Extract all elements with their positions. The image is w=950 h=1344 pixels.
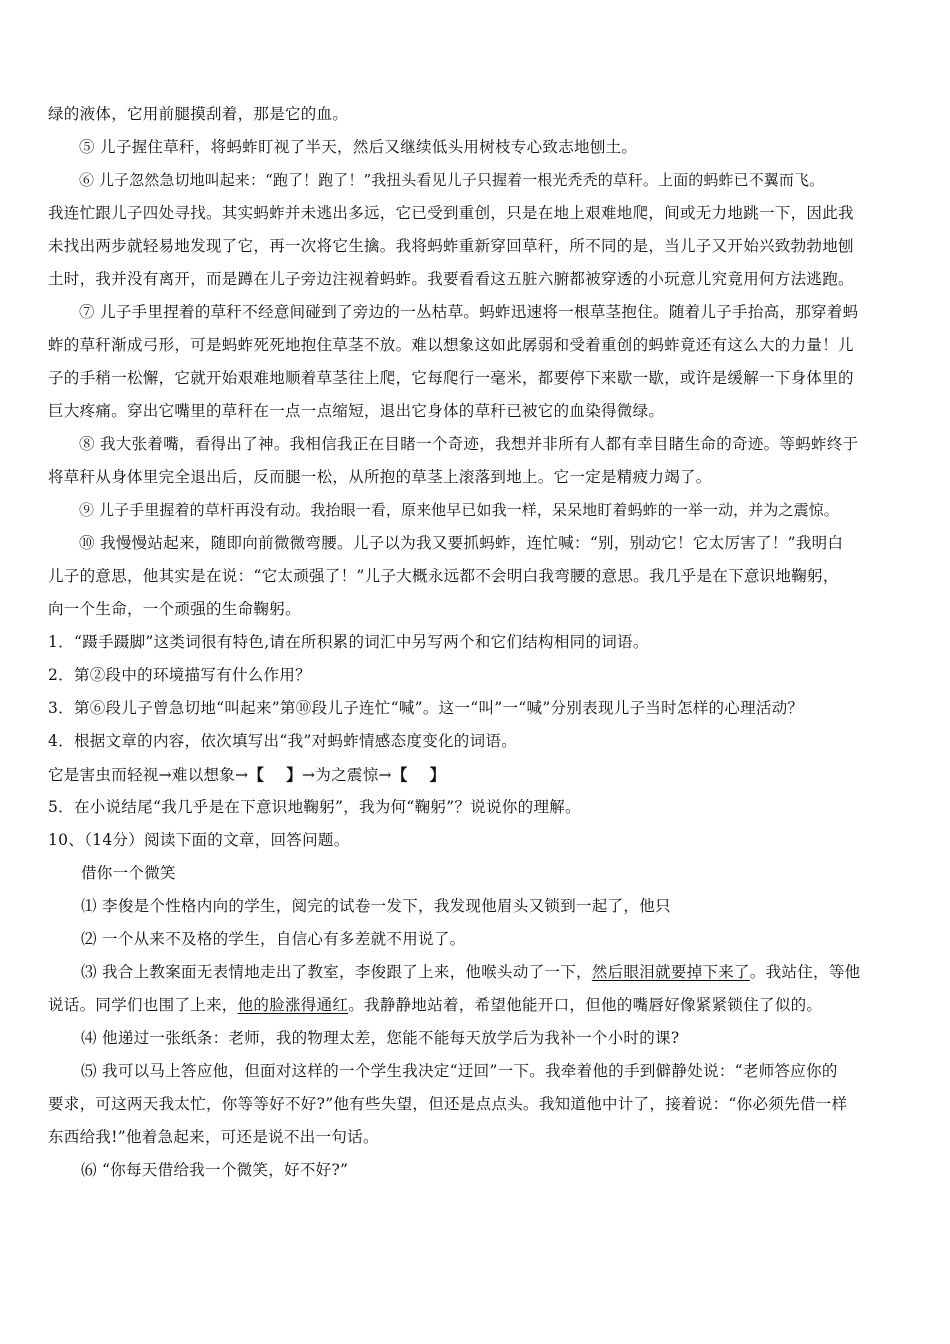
paragraph-6: ⑥ 儿子忽然急切地叫起来：“跑了！跑了！”我扭头看见儿子只握着一根光秃秃的草秆。上面的蚂蚱已不翼而飞。 [79,171,825,189]
article-paragraph-5: ⑸ 我可以马上答应他，但面对这样的一个学生我决定“迂回”一下。我牵着他的手到僻静处说：“老师答应你的 [81,1062,838,1080]
question-5: 5．在小说结尾“我几乎是在下意识地鞠躬”，我为何“鞠躬”？说说你的理解。 [48,798,581,816]
passage-line: 巨大疼痛。穿出它嘴里的草秆在一点一点缩短，退出它身体的草秆已被它的血染得微绿。 [48,402,665,420]
blank-close-bracket: 】 [429,765,446,784]
passage-line: 向一个生命，一个顽强的生命鞠躬。 [48,600,301,618]
passage-line: 绿的液体，它用前腿摸刮着，那是它的血。 [48,105,349,123]
article-paragraph-2: ⑵ 一个从来不及格的学生，自信心有多差就不用说了。 [81,930,466,948]
question-2: 2．第②段中的环境描写有什么作用？ [48,666,311,684]
article-paragraph-3 [48,956,908,989]
blank-close-bracket: 】 [286,765,303,784]
passage-line: 我连忙跟儿子四处寻找。其实蚂蚱并未逃出多远，它已受到重创，只是在地上艰难地爬，间或无力地跳一下，因此我 [48,204,854,222]
q4-stage-3: 为之震惊 [315,766,379,784]
passage-line: 蚱的草秆渐成弓形，可是蚂蚱死死地抱住草茎不放。难以想象这如此孱弱和受着重创的蚂蚱竟还有这么大的力量！儿 [48,336,854,354]
blank-open-bracket: 【 [248,765,265,784]
article-paragraph-4: ⑷ 他递过一张纸条：老师，我的物理太差，您能不能每天放学后为我补一个小时的课? [81,1029,680,1047]
passage-line: 土时，我并没有离开，而是蹲在儿子旁边注视着蚂蚱。我要看看这五脏六腑都被穿透的小玩意儿究竟用何方法逃跑。 [48,270,854,288]
document-page [48,98,908,1187]
arrow-icon: → [378,766,392,784]
q4-stage-1: 它是害虫而轻视 [48,766,159,784]
question-1: 1．“蹑手蹑脚”这类词很有特色,请在所积累的词汇中另写两个和它们结构相同的词语。 [48,633,649,651]
article-title: 借你一个微笑 [81,864,176,882]
passage-line: 将草秆从身体里完全退出后，反而腿一松，从所抱的草茎上滚落到地上。它一定是精疲力竭了。 [48,468,712,486]
blank-open-bracket: 【 [391,765,408,784]
paragraph-10: ⑩ 我慢慢站起来，随即向前微微弯腰。儿子以为我又要抓蚂蚱，连忙喊：“别，别动它！它太厉害了！”我明白 [79,534,844,552]
underlined-phrase-1: 然后眼泪就要掉下来了 [591,963,750,981]
paragraph-8: ⑧ 我大张着嘴，看得出了神。我相信我正在目睹一个奇迹，我想并非所有人都有幸目睹生命的奇迹。等蚂蚱终于 [79,435,859,453]
p3-text-a: ⑶ 我合上教案面无表情地走出了教室，李俊跟了上来，他喉头动了一下， [81,963,592,981]
p3c-text-a: 说话。同学们也围了上来， [48,996,238,1014]
arrow-icon: → [158,766,172,784]
section-10-heading: 10、（14分）阅读下面的文章，回答问题。 [48,831,350,849]
article-paragraph-5-cont: 要求，可这两天我太忙，你等等好不好?”他有些失望，但还是点点头。我知道他中计了，接着说：“你必须先借一样 [48,1095,848,1113]
question-4-fill-line [48,758,908,791]
q4-stage-2: 难以想象 [171,766,236,784]
p3-text-b: 。我站住，等他 [749,963,861,981]
p3c-text-b: 。我静静地站着，希望他能开口，但他的嘴唇好像紧紧锁住了似的。 [348,996,823,1014]
underlined-phrase-2: 他的脸涨得通红 [237,996,349,1014]
passage-line: 子的手稍一松懈，它就开始艰难地顺着草茎往上爬，它每爬行一毫米，都要停下来歇一歇，或许是缓解一下身体里的 [48,369,854,387]
question-3: 3．第⑥段儿子曾急切地“叫起来”第⑩段儿子连忙“喊”。这一“叫”一“喊”分别表现儿子当时怎样的心理活动？ [48,699,804,717]
paragraph-7: ⑦ 儿子手里捏着的草秆不经意间碰到了旁边的一丛枯草。蚂蚱迅速将一根草茎抱住。随着儿子手抬高，那穿着蚂 [79,303,859,321]
paragraph-5: ⑤ 儿子握住草秆，将蚂蚱盯视了半天，然后又继续低头用树枝专心致志地刨土。 [79,138,638,156]
question-4: 4．根据文章的内容，依次填写出“我”对蚂蚱情感态度变化的词语。 [48,732,518,750]
arrow-icon: → [302,766,316,784]
arrow-icon: → [235,766,249,784]
paragraph-9: ⑨ 儿子手里握着的草杆再没有动。我抬眼一看，原来他早已如我一样，呆呆地盯着蚂蚱的一举一动，并为之震惊。 [79,501,839,519]
article-paragraph-5-cont: 东西给我!”他着急起来，可还是说不出一句话。 [48,1128,379,1146]
article-paragraph-1: ⑴ 李俊是个性格内向的学生，阅完的试卷一发下，我发现他眉头又锁到一起了，他只 [81,897,671,915]
passage-line: 儿子的意思，他其实是在说：“它太顽强了！”儿子大概永远都不会明白我弯腰的意思。我几乎是在下意识地鞠躬， [48,567,839,585]
article-paragraph-3-cont [48,989,908,1022]
article-paragraph-6: ⑹ “你每天借给我一个微笑，好不好?” [81,1161,349,1179]
passage-line: 未找出两步就轻易地发现了它，再一次将它生擒。我将蚂蚱重新穿回草秆，所不同的是，当儿子又开始兴致勃勃地刨 [48,237,854,255]
